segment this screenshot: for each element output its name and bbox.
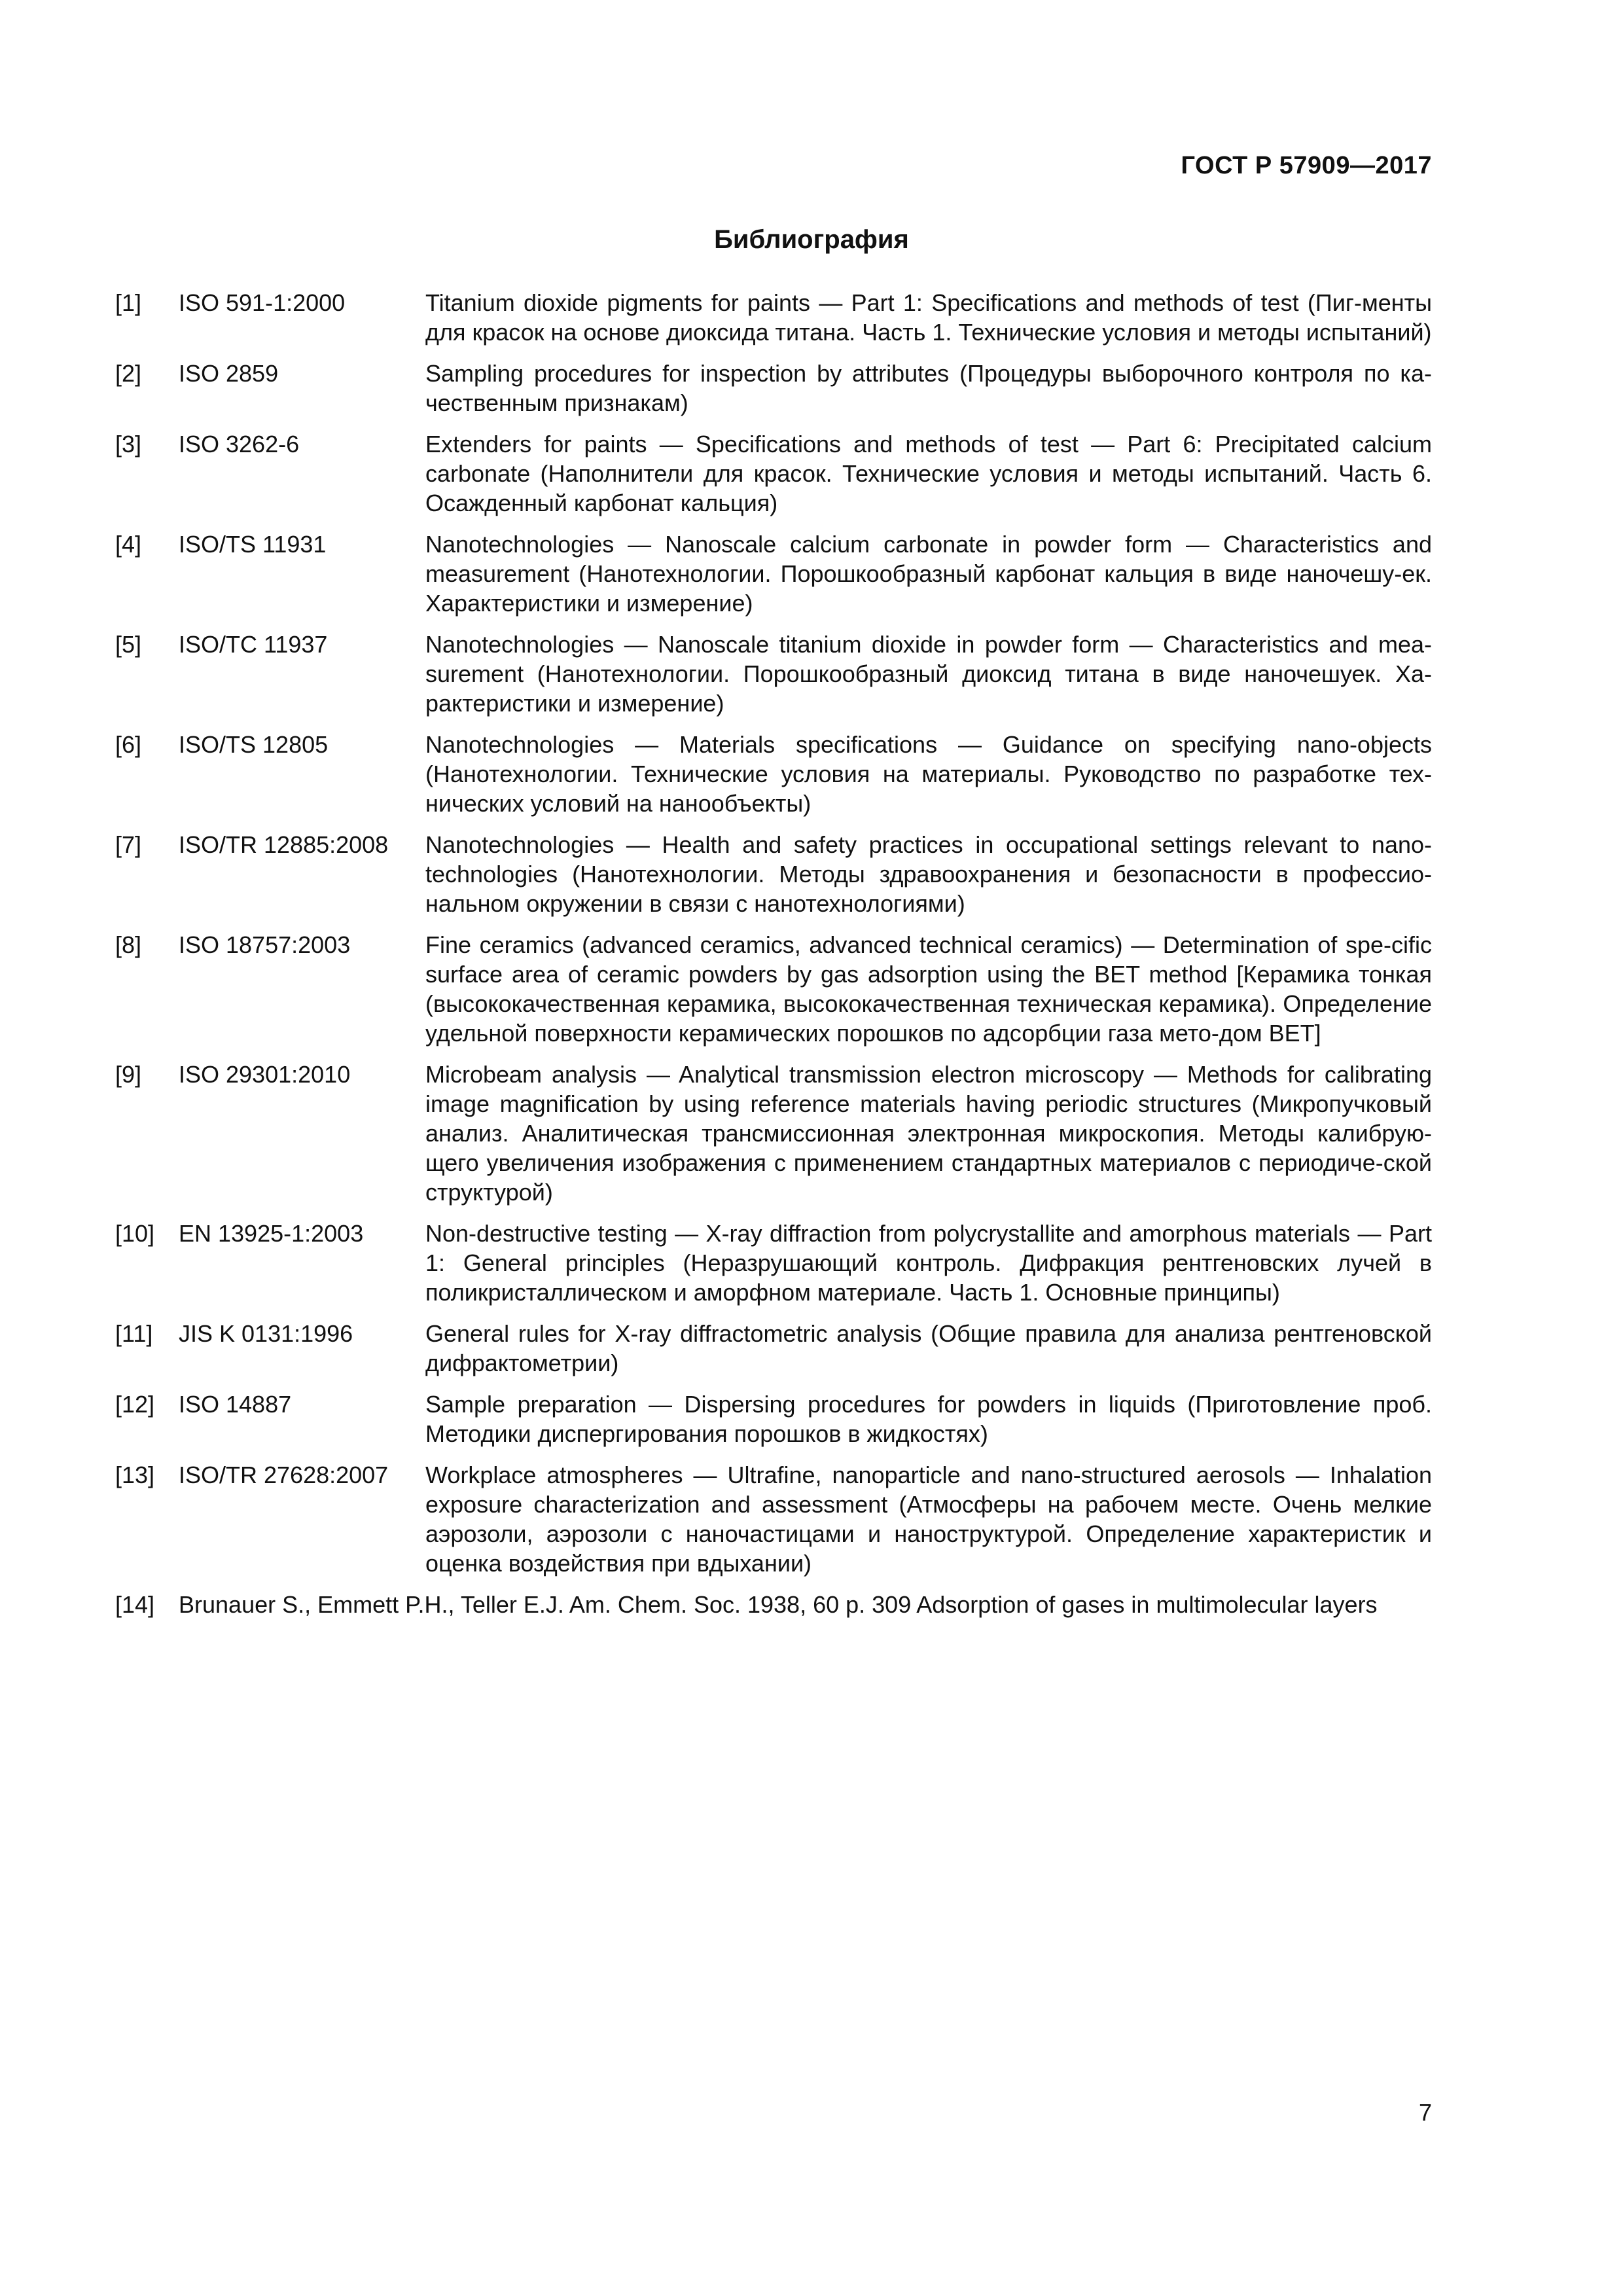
entry-description: Microbeam analysis — Analytical transmission electron microscopy — Methods for calibrating image magnification by using reference materials having periodic structures (Микропучковый анализ. Аналитическая трансмиссионная электронная микроскопия. Методы калибрую-щего увеличения изображения с применением стандартных материалов с периодиче-ской структурой)	[425, 1061, 1432, 1206]
bibliography-entry-13	[115, 1460, 1432, 1578]
entry-number: [13]	[115, 1462, 155, 1488]
entry-code: ISO/TR 12885:2008	[179, 831, 389, 858]
entry-description: Nanotechnologies — Nanoscale titanium dioxide in powder form — Characteristics and mea-surement (Нанотехнологии. Порошкообразный диоксид титана в виде наночешуек. Ха-рактеристики и измерение)	[425, 631, 1432, 717]
page-number: 7	[1418, 2099, 1432, 2126]
entry-code: ISO/TS 12805	[179, 731, 329, 758]
entry-code: ISO/TC 11937	[179, 631, 328, 658]
entry-code: ISO 29301:2010	[179, 1061, 351, 1088]
entry-code: ISO 3262-6	[179, 431, 300, 457]
entry-number: [4]	[115, 531, 142, 558]
entry-description: Titanium dioxide pigments for paints — Part 1: Specifications and methods of test (Пиг-менты для красок на основе диоксида титана. Часть 1. Технические условия и методы испытаний)	[425, 289, 1432, 346]
entry-number: [1]	[115, 289, 142, 316]
entry-number: [11]	[115, 1320, 153, 1347]
entry-citation: Brunauer S., Emmett P.H., Teller E.J. Am. Chem. Soc. 1938, 60 p. 309 Adsorption of gases in multimolecular layers	[179, 1591, 1378, 1618]
entry-description: Workplace atmospheres — Ultrafine, nanoparticle and nano-structured aerosols — Inhalation exposure characterization and assessment (Атмосферы на рабочем месте. Очень мелкие аэрозоли, аэрозоли с наночастицами и наноструктурой. Определение характеристик и оценка воздействия при вдыхании)	[425, 1462, 1432, 1577]
entry-number: [6]	[115, 731, 142, 758]
bibliography-entry-1	[115, 288, 1432, 347]
document-standard-number: ГОСТ Р 57909—2017	[1181, 152, 1432, 179]
entry-number: [2]	[115, 360, 142, 387]
entry-number: [10]	[115, 1220, 155, 1247]
entry-code: ISO 14887	[179, 1391, 292, 1418]
bibliography-entry-5	[115, 630, 1432, 718]
entry-code: ISO/TR 27628:2007	[179, 1462, 389, 1488]
entry-number: [12]	[115, 1391, 155, 1418]
entry-code: ISO 591-1:2000	[179, 289, 346, 316]
entry-code: ISO/TS 11931	[179, 531, 327, 558]
entry-description: Sample preparation — Dispersing procedures for powders in liquids (Приготовление проб. Методики диспергирования порошков в жидкостях)	[425, 1391, 1432, 1447]
entry-description: Non-destructive testing — X-ray diffraction from polycrystallite and amorphous materials — Part 1: General principles (Неразрушающий контроль. Дифракция рентгеновских лучей в поликристаллическом и аморфном материале. Часть 1. Основные принципы)	[425, 1220, 1432, 1306]
entry-description: Nanotechnologies — Nanoscale calcium carbonate in powder form — Characteristics and measurement (Нанотехнологии. Порошкообразный карбонат кальция в виде наночешу-ек. Характеристики и измерение)	[425, 531, 1432, 617]
bibliography-entry-3	[115, 429, 1432, 518]
entry-description: Nanotechnologies — Health and safety practices in occupational settings relevant to nano-technologies (Нанотехнологии. Методы здравоохранения и безопасности в профессио-нальном окружении в связи с нанотехнологиями)	[425, 831, 1432, 917]
entry-code: ISO 18757:2003	[179, 931, 351, 958]
bibliography-entry-6	[115, 730, 1432, 818]
page-title: Библиография	[714, 225, 909, 254]
entry-description: General rules for X-ray diffractometric analysis (Общие правила для анализа рентгеновской дифрактометрии)	[425, 1320, 1432, 1376]
entry-code: ISO 2859	[179, 360, 279, 387]
bibliography-entry-12	[115, 1390, 1432, 1448]
bibliography-entry-7	[115, 830, 1432, 918]
bibliography-entry-10	[115, 1219, 1432, 1307]
entry-number: [3]	[115, 431, 142, 457]
entry-number: [9]	[115, 1061, 142, 1088]
bibliography-entry-4	[115, 529, 1432, 618]
entry-number: [8]	[115, 931, 142, 958]
entry-number: [7]	[115, 831, 142, 858]
entry-description: Nanotechnologies — Materials specifications — Guidance on specifying nano-objects (Нанотехнологии. Технические условия на материалы. Руководство по разработке тех-нических условий на нанообъекты)	[425, 731, 1432, 817]
bibliography-entry-14	[115, 1590, 1432, 1619]
bibliography-entry-2	[115, 359, 1432, 418]
entry-description: Fine ceramics (advanced ceramics, advanced technical ceramics) — Determination of spe-cific surface area of ceramic powders by gas adsorption using the BET method [Керамика тонкая (высококачественная керамика, высококачественная техническая керамика). Определение удельной поверхности керамических порошков по адсорбции газа мето-дом BET]	[425, 931, 1432, 1047]
bibliography-entry-8	[115, 930, 1432, 1048]
entry-code: JIS K 0131:1996	[179, 1320, 353, 1347]
bibliography-entry-9	[115, 1060, 1432, 1207]
entry-number: [5]	[115, 631, 142, 658]
bibliography-list	[115, 288, 1432, 1631]
entry-description: Sampling procedures for inspection by attributes (Процедуры выборочного контроля по ка-чественным признакам)	[425, 360, 1432, 416]
entry-number: [14]	[115, 1591, 155, 1618]
entry-description: Extenders for paints — Specifications and methods of test — Part 6: Precipitated calcium carbonate (Наполнители для красок. Технические условия и методы испытаний. Часть 6. Осажденный карбонат кальция)	[425, 431, 1432, 516]
entry-code: EN 13925-1:2003	[179, 1220, 364, 1247]
bibliography-entry-11	[115, 1319, 1432, 1378]
